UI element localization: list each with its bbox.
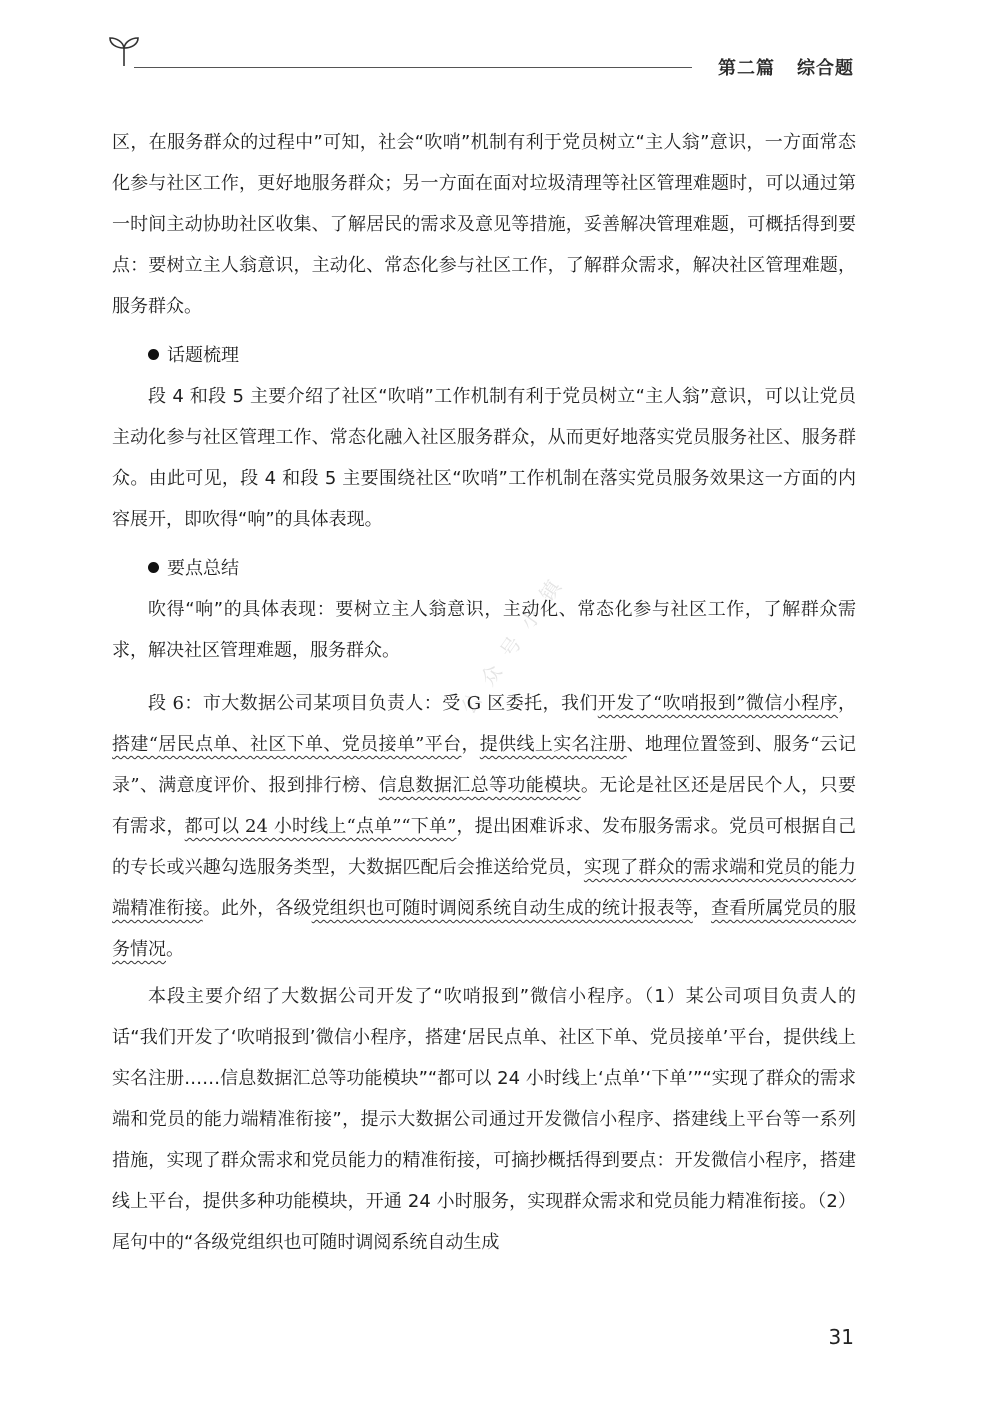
underlined-phrase: 搭建“居民点单、社区下单、党员接单”平台 bbox=[112, 734, 462, 755]
underlined-phrase: 提供线上实名注册 bbox=[479, 734, 627, 755]
summary-heading: 要点总结 bbox=[112, 548, 856, 589]
underlined-phrase: 开发了“吹哨报到”微信小程序 bbox=[597, 693, 838, 714]
underlined-phrase: 信息数据汇总等功能模块 bbox=[378, 775, 581, 796]
running-title bbox=[718, 54, 854, 80]
sprout-icon bbox=[106, 34, 142, 68]
underlined-phrase: 都可以 24 小时线上“点单”“下单” bbox=[184, 816, 457, 837]
topic-paragraph: 段 4 和段 5 主要介绍了社区“吹哨”工作机制有利于党员树立“主人翁”意识，可以让党员主动化参与社区管理工作、常态化融入社区服务群众，从而更好地落实党员服务社区、服务群众。由此可见，段 4 和段 5 主要围绕社区“吹哨”工作机制在落实党员服务效果这一方面的内容展开，即吹得“响”的具体表现。 bbox=[112, 386, 856, 530]
section-label: 综合题 bbox=[797, 58, 854, 79]
watermark: 公 众 号 小 镇 bbox=[455, 572, 569, 719]
intro-paragraph: 区，在服务群众的过程中”可知，社会“吹哨”机制有利于党员树立“主人翁”意识，一方面常态化参与社区工作，更好地服务群众；另一方面在面对垃圾清理等社区管理难题时，可以通过第一时间主动协助社区收集、了解居民的需求及意见等措施，妥善解决管理难题，可概括得到要点：要树立主人翁意识，主动化、常态化参与社区工作，了解群众需求，解决社区管理难题，服务群众。 bbox=[112, 132, 856, 317]
bullet-icon bbox=[148, 562, 159, 573]
page-body bbox=[112, 122, 856, 1263]
summary-paragraph: 吹得“响”的具体表现：要树立主人翁意识，主动化、常态化参与社区工作，了解群众需求，解决社区管理难题，服务群众。 bbox=[112, 599, 856, 661]
page-header bbox=[106, 34, 854, 84]
source-paragraph-6: 段 6：市大数据公司某项目负责人：受 G 区委托，我们开发了“吹哨报到”微信小程序，搭建“居民点单、社区下单、党员接单”平台，提供线上实名注册、地理位置签到、服务“云记录”、满意度评价、报到排行榜、信息数据汇总等功能模块。无论是社区还是居民个人，只要有需求，都可以 24 小时线上“点单”“下单”，提出困难诉求、发布服务需求。党员可根据自己的专长或兴趣勾选服务类型，大数据匹配后会推送给党员，实现了群众的需求端和党员的能力端精准衔接。此外，各级党组织也可随时调阅系统自动生成的统计报表等，查看所属党员的服务情况。 bbox=[112, 693, 857, 960]
part-label: 第二篇 bbox=[718, 58, 775, 79]
topic-heading: 话题梳理 bbox=[112, 335, 856, 376]
underlined-phrase: 查看所属党员的服务情况 bbox=[112, 898, 857, 960]
analysis-paragraph: 本段主要介绍了大数据公司开发了“吹哨报到”微信小程序。（1）某公司项目负责人的话“我们开发了‘吹哨报到’微信小程序，搭建‘居民点单、社区下单、党员接单’平台，提供线上实名注册……信息数据汇总等功能模块”“都可以 24 小时线上‘点单’‘下单’”“实现了群众的需求端和党员的能力端精准衔接”，提示大数据公司通过开发微信小程序、搭建线上平台等一系列措施，实现了群众需求和党员能力的精准衔接，可摘抄概括得到要点：开发微信小程序，搭建线上平台，提供多种功能模块，开通 24 小时服务，实现群众需求和党员能力精准衔接。（2）尾句中的“各级党组织也可随时调阅系统自动生成 bbox=[112, 986, 856, 1253]
underlined-phrase: 实现了群众的需求端和党员的能力端精准衔接 bbox=[112, 857, 857, 919]
underlined-phrase: 党组织也可随时调阅系统自动生成的统计报表等 bbox=[311, 898, 693, 919]
page-number: 31 bbox=[828, 1325, 854, 1349]
header-rule bbox=[134, 67, 692, 68]
bullet-icon bbox=[148, 349, 159, 360]
